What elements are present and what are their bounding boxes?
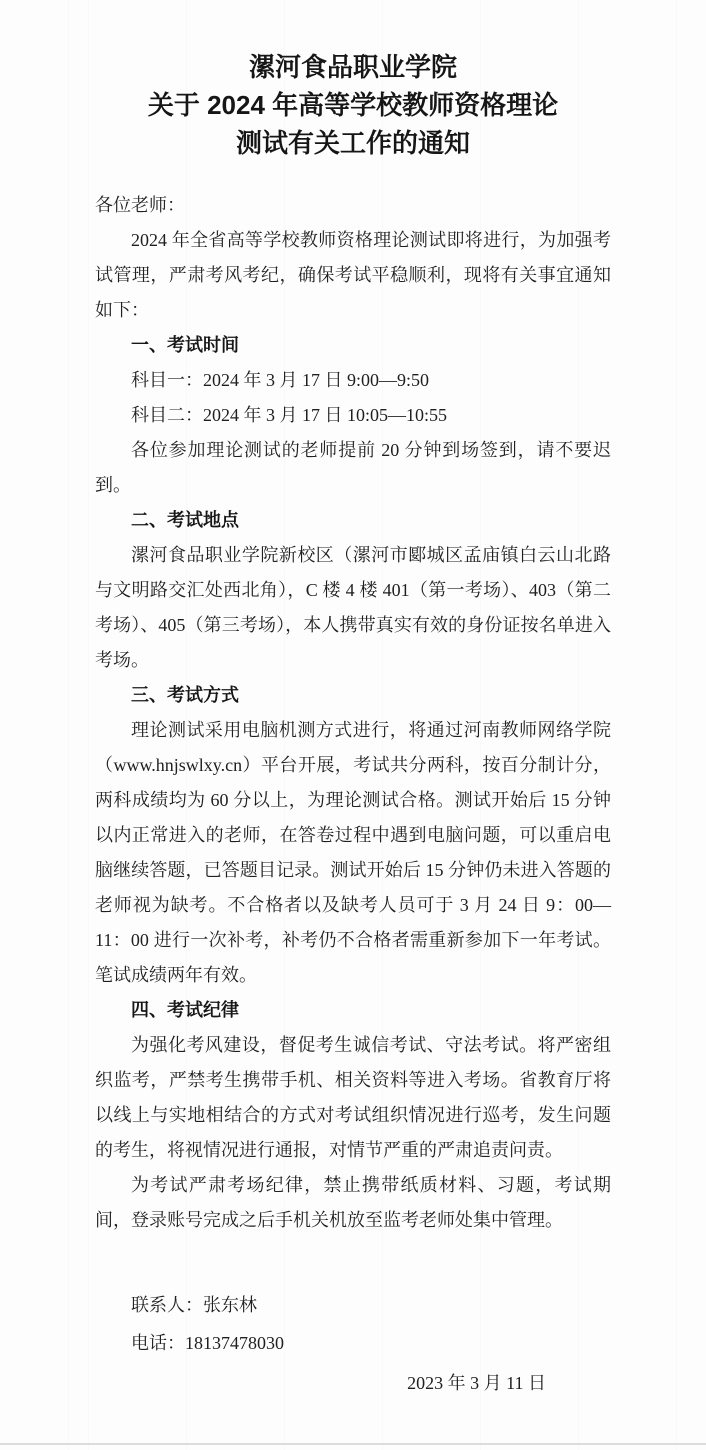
section-3-paragraph-1: 理论测试采用电脑机测方式进行，将通过河南教师网络学院（www.hnjswlxy.cn）平台开展，考试共分两科，按百分制计分，两科成绩均为 60 分以上，为理论测试合格。测试开始后 15 分钟以内正常进入的老师，在答卷过程中遇到电脑问题，可以重启电脑继续答题，已答题目记录。测试开始后 15 分钟仍未进入答题的老师视为缺考。不合格者以及缺考人员可于 3 月 24 日 9：00—11：00 进行一次补考，补考仍不合格者需重新参加下一年考试。笔试成绩两年有效。 (95, 720, 611, 985)
section-4-paragraph-2: 为考试严肃考场纪律，禁止携带纸质材料、习题，考试期间，登录账号完成之后手机关机放至监考老师处集中管理。 (95, 1175, 611, 1230)
section-2-paragraph-1: 漯河食品职业学院新校区（漯河市郾城区孟庙镇白云山北路与文明路交汇处西北角），C 楼 4 楼 401（第一考场）、403（第二考场）、405（第三考场），本人携带真实有效的身份证按名单进入考场。 (95, 545, 611, 670)
salutation: 各位老师： (95, 195, 185, 215)
section-1-paragraph-2: 科目二：2024 年 3 月 17 日 10:05—10:55 (131, 405, 448, 425)
document-body (95, 188, 611, 1238)
contact-line: 联系人：张东林 (131, 1295, 257, 1315)
section-1-paragraph-3: 各位参加理论测试的老师提前 20 分钟到场签到，请不要迟到。 (95, 440, 611, 495)
section-1-heading: 一、考试时间 (131, 335, 239, 355)
section-2-heading: 二、考试地点 (131, 510, 239, 530)
section-1-paragraph-1: 科目一：2024 年 3 月 17 日 9:00—9:50 (131, 370, 430, 390)
date-line: 2023 年 3 月 11 日 (407, 1373, 546, 1393)
title-line-3: 测试有关工作的通知 (235, 128, 470, 158)
phone-line: 电话：18137478030 (131, 1333, 284, 1353)
section-4-heading: 四、考试纪律 (131, 1000, 239, 1020)
title-line-2: 关于 2024 年高等学校教师资格理论 (147, 90, 559, 120)
page-title (95, 48, 611, 162)
intro-paragraph: 2024 年全省高等学校教师资格理论测试即将进行，为加强考试管理，严肃考风考纪，确保考试平稳顺利，现将有关事宜通知如下： (95, 230, 611, 320)
document-footer (95, 1286, 611, 1402)
section-4-paragraph-1: 为强化考风建设，督促考生诚信考试、守法考试。将严密组织监考，严禁考生携带手机、相关资料等进入考场。省教育厅将以线上与实地相结合的方式对考试组织情况进行巡考，发生问题的考生，将视情况进行通报，对情节严重的严肃追责问责。 (95, 1035, 611, 1160)
title-line-1: 漯河食品职业学院 (248, 52, 457, 82)
section-3-heading: 三、考试方式 (131, 685, 239, 705)
